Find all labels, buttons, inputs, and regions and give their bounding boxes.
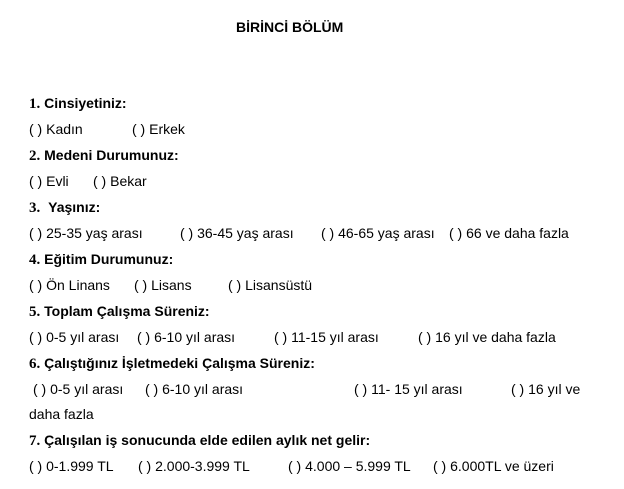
option-16-plus[interactable]: ( ) 16 yıl ve daha fazla (418, 329, 556, 345)
option-bekar[interactable]: ( ) Bekar (93, 173, 147, 189)
question-2 (29, 147, 179, 165)
option-0-5[interactable]: ( ) 0-5 yıl arası (33, 381, 124, 397)
option-16-plus-continued: daha fazla (29, 406, 94, 422)
question-7 (29, 432, 370, 450)
option-0-1999[interactable]: ( ) 0-1.999 TL (29, 458, 114, 474)
option-evli[interactable]: ( ) Evli (29, 173, 69, 189)
option-25-35[interactable]: ( ) 25-35 yaş arası (29, 225, 143, 241)
option-on-lisans[interactable]: ( ) Ön Linans (29, 277, 110, 293)
question-number: 6. (29, 356, 41, 372)
question-label: Çalıştığınız İşletmedeki Çalışma Süreniz: (44, 355, 315, 371)
option-kadin[interactable]: ( ) Kadın (29, 121, 83, 137)
option-16-plus[interactable]: ( ) 16 yıl ve (511, 381, 581, 397)
question-label: Toplam Çalışma Süreniz: (44, 303, 210, 319)
question-5 (29, 303, 210, 321)
option-0-5[interactable]: ( ) 0-5 yıl arası (29, 329, 120, 345)
option-66-plus[interactable]: ( ) 66 ve daha fazla (449, 225, 569, 241)
question-number: 7. (29, 433, 41, 449)
option-11-15[interactable]: ( ) 11- 15 yıl arası (354, 381, 463, 397)
option-46-65[interactable]: ( ) 46-65 yaş arası (321, 225, 435, 241)
option-lisans[interactable]: ( ) Lisans (134, 277, 192, 293)
option-2000-3999[interactable]: ( ) 2.000-3.999 TL (138, 458, 250, 474)
option-6-10[interactable]: ( ) 6-10 yıl arası (137, 329, 236, 345)
question-4 (29, 251, 173, 269)
question-number: 2. (29, 148, 41, 164)
section-title: BİRİNCİ BÖLÜM (236, 19, 344, 35)
question-label: Çalışılan iş sonucunda elde edilen aylık net gelir: (44, 432, 371, 448)
option-6-10[interactable]: ( ) 6-10 yıl arası (145, 381, 244, 397)
question-3 (29, 199, 100, 217)
question-1 (29, 95, 127, 113)
question-number: 5. (29, 304, 41, 320)
option-erkek[interactable]: ( ) Erkek (132, 121, 185, 137)
question-number: 3. (29, 200, 41, 216)
question-6 (29, 355, 315, 373)
question-number: 1. (29, 96, 41, 112)
option-4000-5999[interactable]: ( ) 4.000 – 5.999 TL (288, 458, 411, 474)
question-label: Yaşınız: (48, 199, 101, 215)
option-lisansustu[interactable]: ( ) Lisansüstü (228, 277, 313, 293)
question-number: 4. (29, 252, 41, 268)
question-label: Medeni Durumunuz: (44, 147, 179, 163)
option-36-45[interactable]: ( ) 36-45 yaş arası (180, 225, 294, 241)
question-label: Eğitim Durumunuz: (44, 251, 174, 267)
option-11-15[interactable]: ( ) 11-15 yıl arası (274, 329, 379, 345)
question-label: Cinsiyetiniz: (44, 95, 127, 111)
option-6000-plus[interactable]: ( ) 6.000TL ve üzeri (433, 458, 554, 474)
